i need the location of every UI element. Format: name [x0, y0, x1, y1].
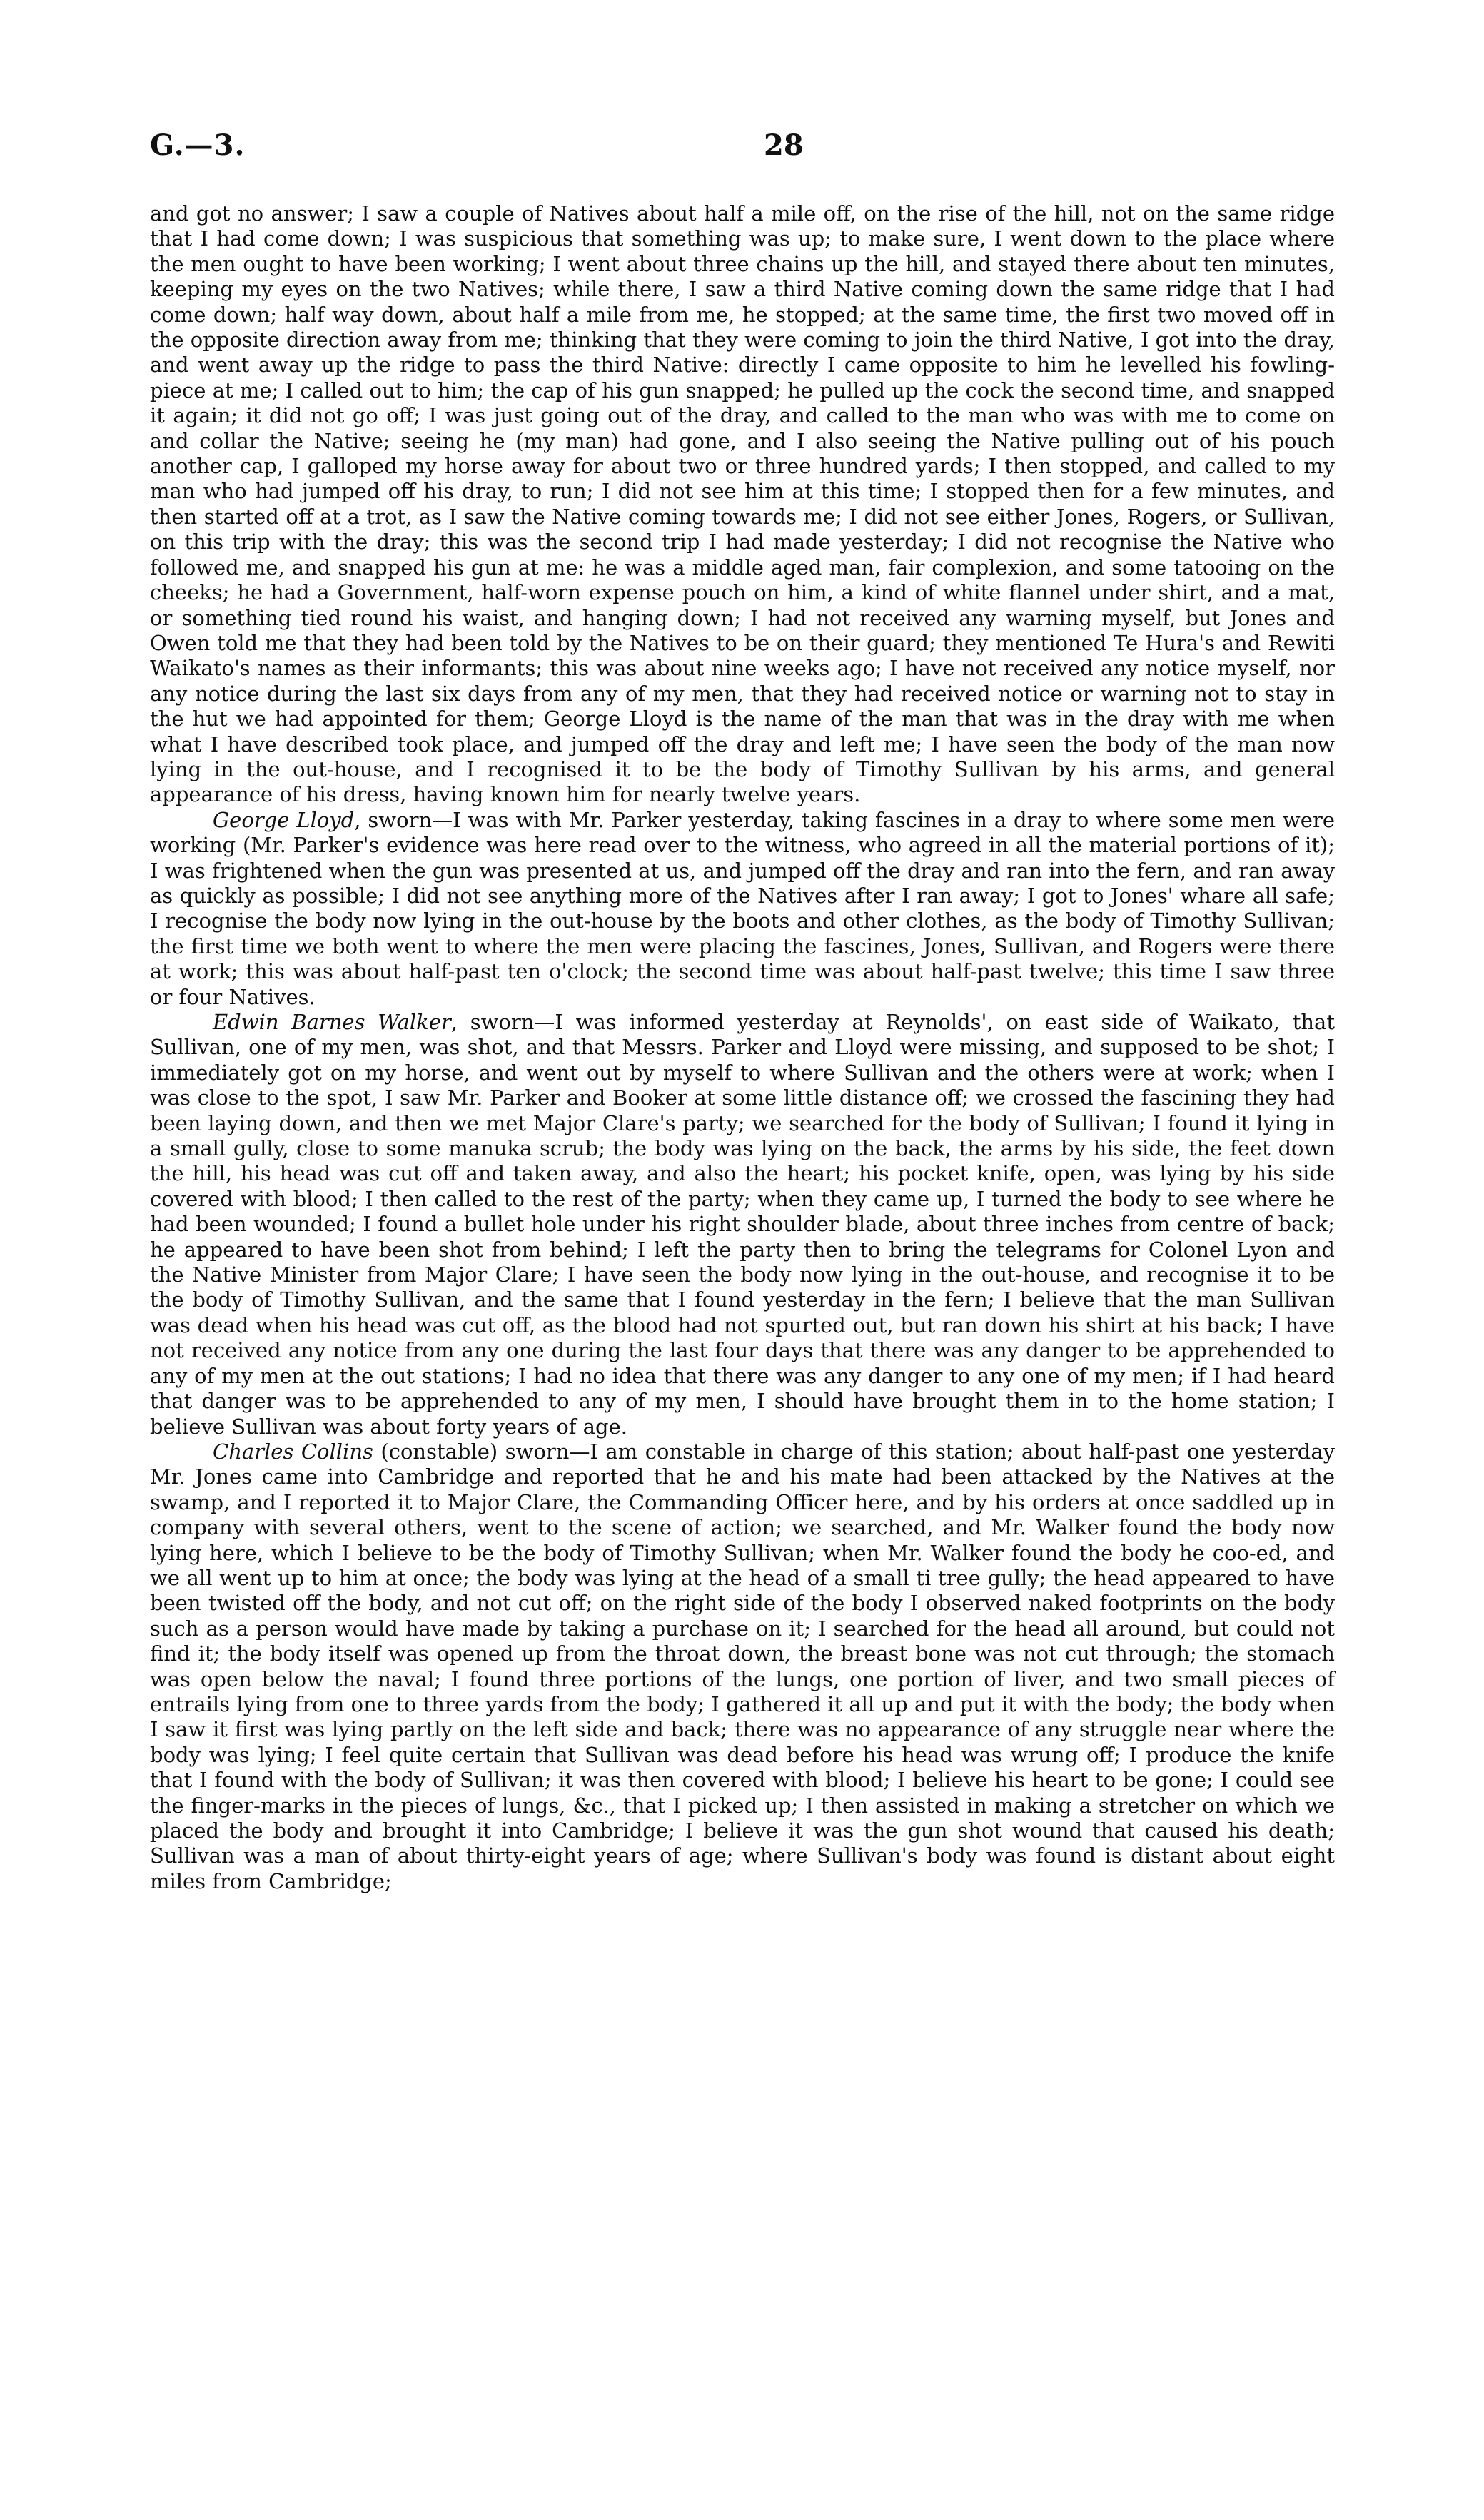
- witness-name: Charles Collins: [213, 1439, 373, 1464]
- paragraph-text: and got no answer; I saw a couple of Natives about half a mile off, on the rise of the hill, not on the same ridge that I had come down; I was suspicious that something was up; to make sure, I went down to the place where the men ought to have been working; I went about three chains up the hill, and stayed there about ten minutes, keeping my eyes on the two Natives; while there, I saw a third Native coming down the same ridge that I had come down; half way down, about half a mile from me, he stopped; at the same time, the first two moved off in the opposite direction away from me; thinking that they were coming to join the third Native, I got into the dray, and went away up the ridge to pass the third Native: directly I came opposite to him he levelled his fowling-piece at me; I called out to him; the cap of his gun snapped; he pulled up the cock the second time, and snapped it again; it did not go off; I was just going out of the dray, and called to the man who was with me to come on and collar the Native; seeing he (my man) had gone, and I also seeing the Native pulling out of his pouch another cap, I galloped my horse away for about two or three hundred yards; I then stopped, and called to my man who had jumped off his dray, to run; I did not see him at this time; I stopped then for a few minutes, and then started off at a trot, as I saw the Native coming towards me; I did not see either Jones, Rogers, or Sullivan, on this trip with the dray; this was the second trip I had made yesterday; I did not recognise the Native who followed me, and snapped his gun at me: he was a middle aged man, fair complexion, and some tatooing on the cheeks; he had a Government, half-worn expense pouch on him, a kind of white flannel under shirt, and a mat, or something tied round his waist, and hanging down; I had not received any warning myself, but Jones and Owen told me that they had been told by the Natives to be on their guard; they mentioned Te Hura's and Rewiti Waikato's names as their informants; this was about nine weeks ago; I have not received any notice myself, nor any notice during the last six days from any of my men, that they had received notice or warning not to stay in the hut we had appointed for them; George Lloyd is the name of the man that was in the dray with me when what I have described took place, and jumped off the dray and left me; I have seen the body of the man now lying in the out-house, and I recognised it to be the body of Timothy Sullivan by his arms, and general appearance of his dress, having known him for nearly twelve years.: [150, 201, 1335, 807]
- paragraph-parker-evidence-continued: [150, 201, 1335, 808]
- page-number: 28: [764, 128, 804, 162]
- paragraph-text: (constable) sworn—I am constable in charge of this station; about half-past one yesterday Mr. Jones came into Cambridge and reported that he and his mate had been attacked by the Natives at the swamp, and I reported it to Major Clare, the Commanding Officer here, and by his orders at once saddled up in company with several others, went to the scene of action; we searched, and Mr. Walker found the body now lying here, which I believe to be the body of Timothy Sullivan; when Mr. Walker found the body he coo-ed, and we all went up to him at once; the body was lying at the head of a small ti tree gully; the head appeared to have been twisted off the body, and not cut off; on the right side of the body I observed naked footprints on the body such as a person would have made by taking a purchase on it; I searched for the head all around, but could not find it; the body itself was opened up from the throat down, the breast bone was not cut through; the stomach was open below the naval; I found three portions of the lungs, one portion of liver, and two small pieces of entrails lying from one to three yards from the body; I gathered it all up and put it with the body; the body when I saw it first was lying partly on the left side and back; there was no appearance of any struggle near where the body was lying; I feel quite certain that Sullivan was dead before his head was wrung off; I produce the knife that I found with the body of Sullivan; it was then covered with blood; I believe his heart to be gone; I could see the finger-marks in the pieces of lungs, &c., that I picked up; I then assisted in making a stretcher on which we placed the body and brought it into Cambridge; I believe it was the gun shot wound that caused his death; Sullivan was a man of about thirty-eight years of age; where Sullivan's body was found is distant about eight miles from Cambridge;: [150, 1439, 1335, 1893]
- evidence-text: [150, 201, 1335, 1894]
- paragraph-walker-evidence: [150, 1010, 1335, 1439]
- paragraph-collins-evidence: [150, 1439, 1335, 1894]
- paragraph-text: , sworn—I was informed yesterday at Reynolds', on east side of Waikato, that Sullivan, one of my men, was shot, and that Messrs. Parker and Lloyd were missing, and supposed to be shot; I immediately got on my horse, and went out by myself to where Sullivan and the others were at work; when I was close to the spot, I saw Mr. Parker and Booker at some little distance off; we crossed the fascining they had been laying down, and then we met Major Clare's party; we searched for the body of Sullivan; I found it lying in a small gully, close to some manuka scrub; the body was lying on the back, the arms by his side, the feet down the hill, his head was cut off and taken away, and also the heart; his pocket knife, open, was lying by his side covered with blood; I then called to the rest of the party; when they came up, I turned the body to see where he had been wounded; I found a bullet hole under his right shoulder blade, about three inches from centre of back; he appeared to have been shot from behind; I left the party then to bring the telegrams for Colonel Lyon and the Native Minister from Major Clare; I have seen the body now lying in the out-house, and recognise it to be the body of Timothy Sullivan, and the same that I found yesterday in the fern; I believe that the man Sullivan was dead when his head was cut off, as the blood had not spurted out, but ran down his shirt at his back; I have not received any notice from any one during the last four days that there was any danger to be apprehended to any of my men at the out stations; I had no idea that there was any danger to any one of my men; if I had heard that danger was to be apprehended to any of my men, I should have brought them in to the home station; I believe Sullivan was about forty years of age.: [150, 1010, 1335, 1439]
- paragraph-text: , sworn—I was with Mr. Parker yesterday, taking fascines in a dray to where some men were working (Mr. Parker's evidence was here read over to the witness, who agreed in all the material portions of it); I was frightened when the gun was presented at us, and jumped off the dray and ran into the fern, and ran away as quickly as possible; I did not see anything more of the Natives after I ran away; I got to Jones' whare all safe; I recognise the body now lying in the out-house by the boots and other clothes, as the body of Timothy Sullivan; the first time we both went to where the men were placing the fascines, Jones, Sullivan, and Rogers were there at work; this was about half-past ten o'clock; the second time was about half-past twelve; this time I saw three or four Natives.: [150, 807, 1335, 1009]
- page-header: [150, 128, 1484, 178]
- witness-name: George Lloyd: [213, 807, 355, 832]
- paragraph-lloyd-evidence: [150, 808, 1335, 1010]
- document-reference: G.—3.: [150, 128, 246, 162]
- witness-name: Edwin Barnes Walker: [213, 1010, 451, 1034]
